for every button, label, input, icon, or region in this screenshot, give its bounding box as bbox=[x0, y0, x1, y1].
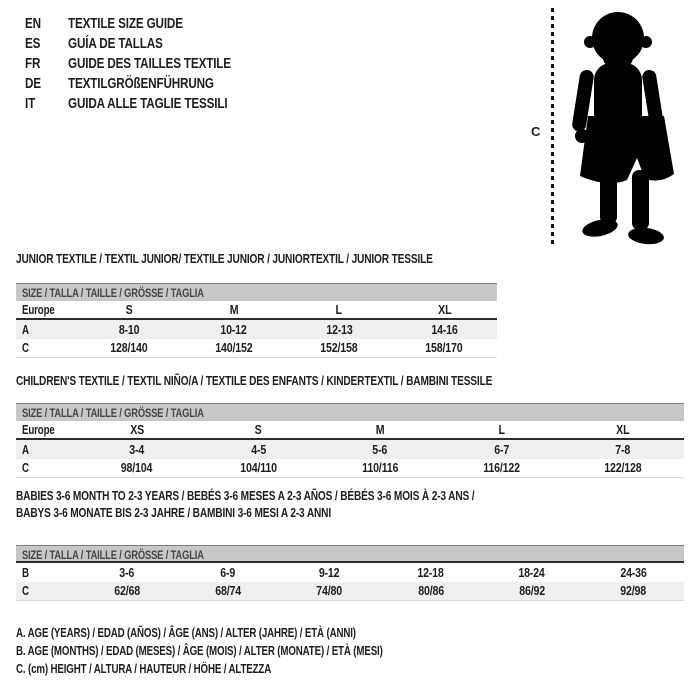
childrens-textile-section bbox=[16, 372, 684, 478]
cell-value-text: M bbox=[375, 422, 385, 437]
cell-value-text: 7-8 bbox=[615, 442, 631, 457]
cell-value bbox=[287, 303, 392, 317]
cell-value-text: 122/128 bbox=[604, 461, 642, 475]
cell-value bbox=[181, 323, 286, 337]
cell-value-text: XL bbox=[437, 302, 451, 317]
cell-value-text: 4-5 bbox=[250, 442, 266, 457]
row-label-text: Europe bbox=[22, 302, 55, 317]
cell-value-text: 92/98 bbox=[620, 584, 647, 598]
row-label-text: Europe bbox=[22, 422, 55, 437]
size-header-text: SIZE / TALLA / TAILLE / GRÖSSE / TAGLIA bbox=[22, 406, 204, 420]
cell-value-text: 110/116 bbox=[361, 461, 399, 475]
cell-value bbox=[76, 323, 181, 337]
cell-value-text: 12-18 bbox=[417, 565, 444, 580]
height-measure-dashed-line bbox=[551, 8, 554, 246]
language-code-text: IT bbox=[25, 94, 36, 112]
cell-value bbox=[583, 584, 684, 598]
row-label bbox=[16, 566, 76, 580]
language-title bbox=[68, 75, 277, 92]
cell-value-text: 12-13 bbox=[325, 322, 353, 337]
size-table bbox=[16, 421, 684, 478]
footnote-b bbox=[16, 642, 486, 660]
row-label bbox=[16, 323, 76, 337]
cell-value bbox=[319, 423, 441, 437]
cell-value bbox=[279, 584, 380, 598]
section-title-text: BABYS 3-6 MONATE BIS 2-3 JAHRE / BAMBINI 3-6 MESI A 2-3 ANNI bbox=[16, 505, 331, 520]
section-title-text: CHILDREN'S TEXTILE / TEXTIL NIÑO/A / TEXTILE DES ENFANTS / KINDERTEXTIL / BAMBINI TESSILE bbox=[16, 373, 493, 388]
cell-value bbox=[319, 461, 441, 475]
cell-value-text: 6-9 bbox=[220, 565, 236, 580]
cell-value-text: 18-24 bbox=[518, 565, 546, 580]
row-label-text: B bbox=[22, 565, 29, 580]
cell-value bbox=[562, 423, 684, 437]
cell-value-text: 74/80 bbox=[316, 584, 343, 598]
cell-value-text: 6-7 bbox=[494, 442, 510, 457]
cell-value-text: 140/152 bbox=[215, 341, 253, 355]
cell-value bbox=[181, 303, 286, 317]
cell-value bbox=[392, 323, 497, 337]
cell-value-text: 9-12 bbox=[319, 565, 340, 580]
footnote-c bbox=[16, 660, 486, 678]
cell-value-text: L bbox=[498, 422, 505, 437]
cell-value-text: 98/104 bbox=[121, 461, 153, 475]
language-code-text: DE bbox=[25, 74, 41, 92]
cell-value bbox=[562, 443, 684, 457]
cell-value bbox=[198, 443, 320, 457]
size-header-bar bbox=[16, 283, 497, 301]
cell-value bbox=[198, 461, 320, 475]
row-label bbox=[16, 584, 76, 598]
cell-value-text: 8-10 bbox=[118, 322, 139, 337]
junior-textile-section bbox=[16, 250, 497, 358]
cell-value-text: 80/86 bbox=[417, 584, 444, 598]
language-title bbox=[68, 95, 277, 112]
table-row bbox=[16, 320, 497, 339]
row-label-text: C bbox=[22, 341, 29, 355]
cell-value-text: 24-36 bbox=[620, 565, 647, 580]
language-code-text: FR bbox=[25, 54, 41, 72]
section-title bbox=[16, 504, 684, 521]
language-title bbox=[68, 55, 277, 72]
row-label bbox=[16, 461, 76, 475]
cell-value-text: 5-6 bbox=[372, 442, 388, 457]
size-header-bar bbox=[16, 403, 684, 421]
cell-value bbox=[76, 566, 177, 580]
cell-value-text: 104/110 bbox=[240, 461, 277, 475]
cell-value bbox=[562, 461, 684, 475]
row-label bbox=[16, 341, 76, 355]
cell-value-text: 116/122 bbox=[483, 461, 520, 475]
row-label bbox=[16, 303, 76, 317]
section-title-text: JUNIOR TEXTILE / TEXTIL JUNIOR/ TEXTILE JUNIOR / JUNIORTEXTIL / JUNIOR TESSILE bbox=[16, 251, 433, 266]
cell-value-text: XS bbox=[129, 422, 144, 437]
cell-value bbox=[181, 341, 286, 355]
table-row bbox=[16, 301, 497, 320]
cell-value-text: 3-4 bbox=[129, 442, 145, 457]
cell-value-text: 152/158 bbox=[320, 341, 358, 355]
language-title bbox=[68, 15, 277, 32]
cell-value bbox=[380, 584, 481, 598]
cell-value-text: S bbox=[254, 422, 262, 437]
cell-value bbox=[441, 443, 563, 457]
row-label-text: C bbox=[22, 461, 29, 475]
cell-value-text: 10-12 bbox=[220, 322, 248, 337]
cell-value-text: 158/170 bbox=[425, 341, 463, 355]
language-code bbox=[25, 75, 68, 92]
language-title-text: GUIDA ALLE TAGLIE TESSILI bbox=[68, 94, 228, 112]
cell-value-text: 128/140 bbox=[110, 341, 148, 355]
cell-value-text: 3-6 bbox=[119, 565, 135, 580]
cell-value-text: 86/92 bbox=[519, 584, 545, 598]
size-table bbox=[16, 301, 497, 358]
language-code bbox=[25, 35, 68, 52]
babies-textile-section bbox=[16, 487, 684, 601]
footnotes bbox=[16, 624, 486, 678]
language-title bbox=[68, 35, 277, 52]
language-code bbox=[25, 95, 68, 112]
cell-value bbox=[481, 566, 582, 580]
language-row bbox=[25, 53, 277, 73]
language-title-text: TEXTILE SIZE GUIDE bbox=[68, 14, 183, 32]
language-title-text: GUÍA DE TALLAS bbox=[68, 34, 163, 52]
size-header-text: SIZE / TALLA / TAILLE / GRÖSSE / TAGLIA bbox=[22, 548, 204, 562]
section-title-text: BABIES 3-6 MONTH TO 2-3 YEARS / BEBÉS 3-6 MESES A 2-3 AÑOS / BÉBÉS 3-6 MOIS À 2-3 ANS / bbox=[16, 488, 475, 503]
cell-value bbox=[441, 423, 563, 437]
cell-value bbox=[76, 423, 198, 437]
footnote-text: B. AGE (MONTHS) / EDAD (MESES) / ÂGE (MOIS) / ALTER (MONATE) / ETÀ (MESI) bbox=[16, 644, 383, 658]
table-row bbox=[16, 563, 684, 582]
table-row bbox=[16, 339, 497, 358]
section-title bbox=[16, 372, 684, 389]
language-code-text: ES bbox=[25, 34, 41, 52]
cell-value-text: L bbox=[335, 302, 343, 317]
cell-value bbox=[441, 461, 563, 475]
row-label-text: A bbox=[22, 442, 29, 457]
toddler-silhouette-icon bbox=[560, 8, 690, 246]
row-label-text: A bbox=[22, 322, 29, 337]
cell-value-text: S bbox=[125, 302, 133, 317]
footnote-a bbox=[16, 624, 486, 642]
table-row bbox=[16, 582, 684, 601]
cell-value bbox=[583, 566, 684, 580]
cell-value bbox=[319, 443, 441, 457]
cell-value bbox=[177, 566, 278, 580]
cell-value bbox=[177, 584, 278, 598]
language-list bbox=[25, 13, 277, 113]
cell-value-text: 14-16 bbox=[431, 322, 458, 337]
cell-value bbox=[287, 323, 392, 337]
language-row bbox=[25, 33, 277, 53]
cell-value-text: 62/68 bbox=[113, 584, 140, 598]
footnote-text: A. AGE (YEARS) / EDAD (AÑOS) / ÂGE (ANS) / ALTER (JAHRE) / ETÀ (ANNI) bbox=[16, 626, 356, 640]
measure-label-c: C bbox=[531, 124, 541, 139]
language-row bbox=[25, 73, 277, 93]
cell-value bbox=[76, 303, 181, 317]
row-label-text: C bbox=[22, 584, 29, 598]
size-header-bar bbox=[16, 545, 684, 563]
cell-value bbox=[380, 566, 481, 580]
language-row bbox=[25, 93, 277, 113]
table-row bbox=[16, 421, 684, 440]
language-code-text: EN bbox=[25, 14, 41, 32]
cell-value bbox=[76, 443, 198, 457]
cell-value bbox=[481, 584, 582, 598]
cell-value bbox=[392, 341, 497, 355]
cell-value-text: M bbox=[229, 302, 239, 317]
language-title-text: TEXTILGRÖßENFÜHRUNG bbox=[68, 74, 214, 92]
size-header-text: SIZE / TALLA / TAILLE / GRÖSSE / TAGLIA bbox=[22, 286, 204, 300]
cell-value bbox=[198, 423, 320, 437]
cell-value bbox=[392, 303, 497, 317]
table-row bbox=[16, 459, 684, 478]
cell-value bbox=[76, 584, 177, 598]
cell-value-text: XL bbox=[616, 422, 630, 437]
cell-value-text: 68/74 bbox=[215, 584, 241, 598]
size-table bbox=[16, 563, 684, 601]
row-label bbox=[16, 423, 76, 437]
footnote-text: C. (cm) HEIGHT / ALTURA / HAUTEUR / HÖHE / ALTEZZA bbox=[16, 662, 272, 676]
section-title bbox=[16, 250, 497, 267]
section-title bbox=[16, 487, 684, 504]
row-label bbox=[16, 443, 76, 457]
cell-value bbox=[76, 461, 198, 475]
cell-value bbox=[287, 341, 392, 355]
language-title-text: GUIDE DES TAILLES TEXTILE bbox=[68, 54, 231, 72]
language-code bbox=[25, 15, 68, 32]
table-row bbox=[16, 440, 684, 459]
language-row bbox=[25, 13, 277, 33]
cell-value bbox=[76, 341, 181, 355]
cell-value bbox=[279, 566, 380, 580]
language-code bbox=[25, 55, 68, 72]
